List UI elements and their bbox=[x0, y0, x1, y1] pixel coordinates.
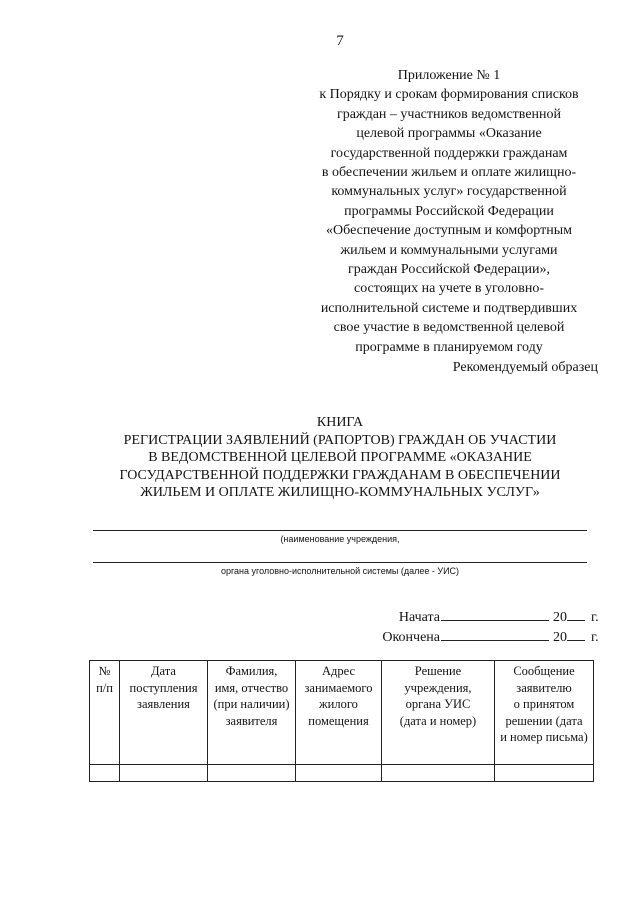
appendix-line: свое участие в ведомственной целевой bbox=[333, 320, 565, 336]
header-text: (дата и номер) bbox=[399, 713, 477, 728]
header-text: п/п bbox=[96, 680, 113, 695]
book-title bbox=[90, 414, 590, 502]
table-cell bbox=[495, 765, 594, 782]
header-text: Адрес bbox=[321, 664, 356, 678]
table-cell bbox=[90, 765, 120, 782]
appendix-line: жильем и коммунальными услугами bbox=[340, 242, 558, 258]
end-year-prefix: 20 bbox=[553, 630, 567, 645]
header-text: заявителю bbox=[516, 680, 572, 695]
header-text: Решение bbox=[414, 664, 462, 678]
header-text: (при наличии) bbox=[213, 697, 290, 712]
header-notification bbox=[495, 661, 594, 765]
institution-caption: (наименование учреждения, bbox=[280, 534, 400, 544]
end-date-label: Окончена bbox=[382, 630, 440, 645]
end-date-blank bbox=[441, 626, 549, 641]
organ-caption: органа уголовно-исполнительной системы (далее - УИС) bbox=[220, 566, 460, 576]
start-date-row bbox=[360, 606, 600, 626]
header-date-received bbox=[120, 661, 208, 765]
header-text: жилого bbox=[319, 697, 358, 712]
header-text: органа УИС bbox=[405, 697, 471, 712]
header-text: и номер письма) bbox=[500, 730, 588, 745]
appendix-line: состоящих на учете в уголовно- bbox=[353, 281, 545, 297]
header-decision bbox=[382, 661, 495, 765]
header-address bbox=[296, 661, 382, 765]
start-date-label: Начата bbox=[398, 610, 440, 625]
appendix-line: в обеспечении жильем и оплате жилищно- bbox=[321, 165, 577, 181]
book-title-line: ГОСУДАРСТВЕННОЙ ПОДДЕРЖКИ ГРАЖДАНАМ В ОБЕСПЕЧЕНИИ bbox=[119, 467, 561, 483]
institution-fill-line bbox=[93, 530, 587, 531]
header-text: решении (дата bbox=[505, 713, 583, 728]
end-date-row bbox=[360, 626, 600, 646]
header-text: занимаемого bbox=[304, 680, 373, 695]
start-year-suffix: г. bbox=[591, 610, 599, 625]
table-cell bbox=[208, 765, 296, 782]
end-year-suffix: г. bbox=[591, 630, 599, 645]
header-text: о принятом bbox=[513, 697, 575, 712]
appendix-line: программе в планируемом году bbox=[355, 339, 543, 355]
table-cell bbox=[382, 765, 495, 782]
appendix-line: коммунальных услуг» государственной bbox=[331, 184, 567, 200]
appendix-line: граждан Российской Федерации», bbox=[347, 262, 551, 278]
header-number bbox=[90, 661, 120, 765]
end-year-blank bbox=[567, 626, 585, 641]
start-year-blank bbox=[567, 606, 585, 621]
header-applicant-name bbox=[208, 661, 296, 765]
header-text: Дата bbox=[151, 664, 176, 678]
book-title-line: РЕГИСТРАЦИИ ЗАЯВЛЕНИЙ (РАПОРТОВ) ГРАЖДАН ОБ УЧАСТИИ bbox=[123, 432, 557, 448]
appendix-line: целевой программы «Оказание bbox=[356, 126, 542, 142]
registration-table bbox=[89, 660, 594, 782]
start-date-blank bbox=[441, 606, 549, 621]
appendix-line: граждан – участников ведомственной bbox=[336, 106, 562, 122]
start-year-prefix: 20 bbox=[553, 610, 567, 625]
table-header-row bbox=[90, 661, 594, 765]
header-text: имя, отчество bbox=[214, 680, 289, 695]
appendix-heading bbox=[300, 66, 598, 357]
header-text: № bbox=[98, 664, 111, 678]
organ-fill-line bbox=[93, 562, 587, 563]
header-text: помещения bbox=[308, 713, 369, 728]
appendix-line: «Обеспечение доступным и комфортным bbox=[326, 223, 572, 239]
appendix-line: исполнительной системе и подтвердивших bbox=[320, 300, 578, 316]
header-text: поступления bbox=[129, 680, 198, 695]
table-cell bbox=[120, 765, 208, 782]
book-title-line: КНИГА bbox=[316, 415, 364, 430]
header-text: Сообщение bbox=[513, 664, 575, 678]
table-cell bbox=[296, 765, 382, 782]
header-text: заявителя bbox=[225, 713, 278, 728]
page-number: 7 bbox=[336, 33, 344, 49]
appendix-line: Приложение № 1 bbox=[397, 68, 501, 83]
book-dates bbox=[360, 606, 600, 646]
appendix-line: программы Российской Федерации bbox=[344, 203, 554, 219]
header-text: учреждения, bbox=[404, 680, 472, 695]
appendix-line: к Порядку и срокам формирования списков bbox=[319, 87, 579, 103]
header-text: Фамилия, bbox=[225, 664, 278, 678]
table-row bbox=[90, 765, 594, 782]
header-text: заявления bbox=[137, 697, 190, 712]
sample-label: Рекомендуемый образец bbox=[452, 360, 598, 375]
book-title-line: В ВЕДОМСТВЕННОЙ ЦЕЛЕВОЙ ПРОГРАММЕ «ОКАЗАНИЕ bbox=[148, 450, 532, 466]
book-title-line: ЖИЛЬЕМ И ОПЛАТЕ ЖИЛИЩНО-КОММУНАЛЬНЫХ УСЛУГ» bbox=[140, 485, 540, 501]
appendix-line: государственной поддержки гражданам bbox=[330, 145, 568, 161]
